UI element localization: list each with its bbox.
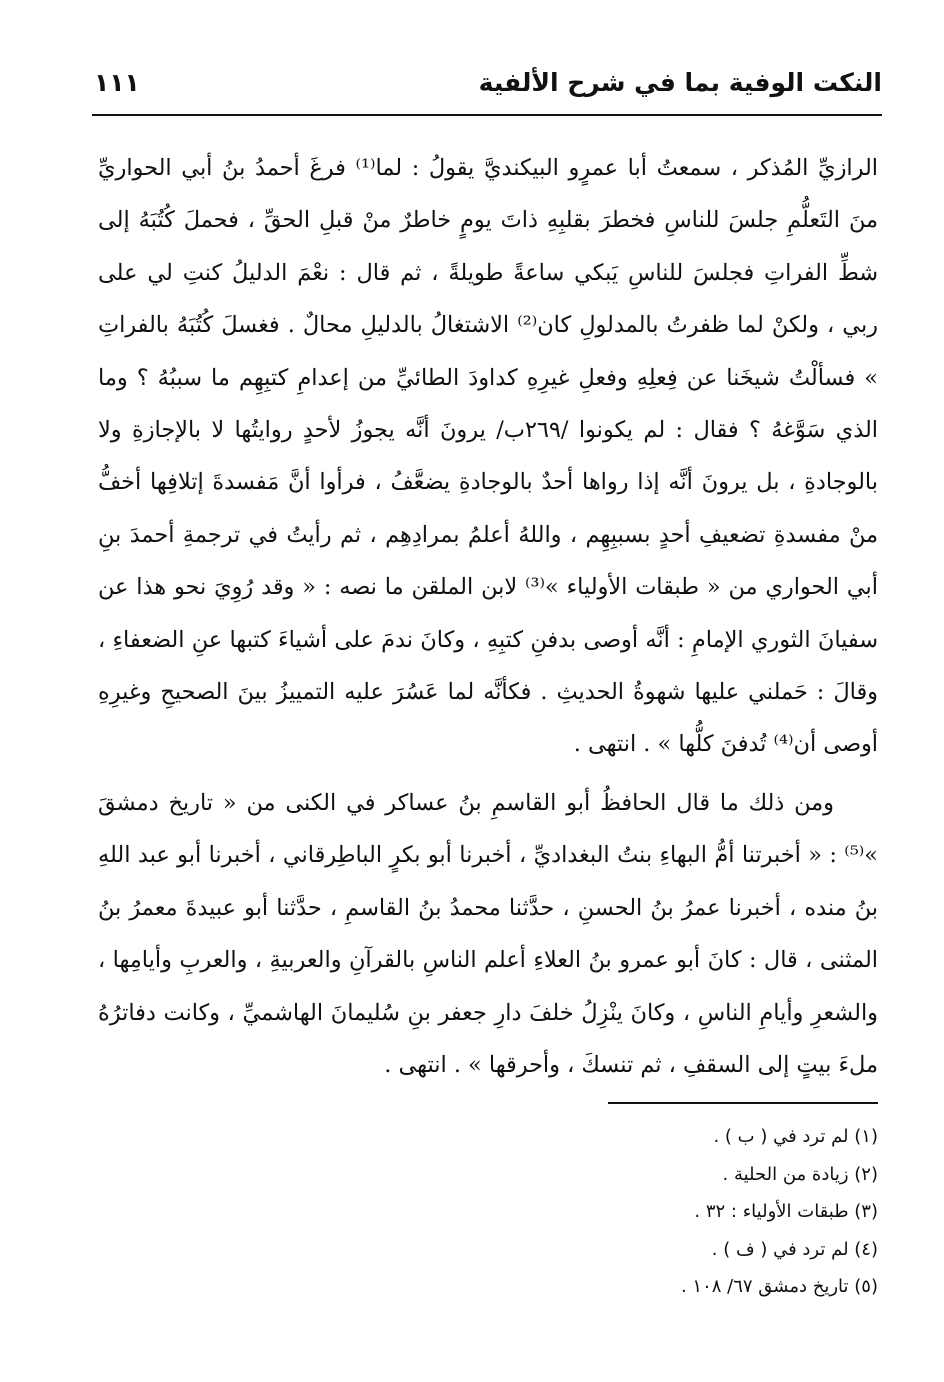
main-text [98,142,878,1091]
footnote: (٣) طبقات الأولياء : ٣٢ . [694,1201,878,1222]
footnotes [98,1118,878,1306]
paragraph: الرازيِّ المُذكر ، سمعتُ أبا عمرٍو البيكنديَّ يقولُ : لما⁽¹⁾ فرغَ أحمدُ بنُ أبي الحواريِّ منَ التَعلُّمِ جلسَ للناسِ فخطرَ بقلبِهِ ذاتَ يومٍ خاطرٌ منْ قبلِ الحقِّ ، فحملَ كُتُبَهُ إلى شطِّ الفراتِ فجلسَ للناسِ يَبكي ساعةً طويلةً ، ثم قال : نعْمَ الدليلُ كنتِ لي على ربي ، ولكنْ لما ظفرتُ بالمدلولِ كان⁽²⁾ الاشتغالُ بالدليلِ محالٌ . فغسلَ كُتُبَهُ بالفراتِ » فسألْتُ شيخَنا عن فِعلِهِ وفعلِ غيرِهِ كداودَ الطائيِّ من إعدامِ كتبِهِم ما سببُهُ ؟ وما الذي سَوَّغهُ ؟ فقال : لم يكونوا /٢٦٩ب/ يرونَ أنَّه يجوزُ لأحدٍ روايتُها لا بالإجازةِ ولا بالوجادةِ ، بل يرونَ أنَّه إذا رواها أحدٌ بالوجادةِ يضعَّفُ ، فرأوا أنَّ مَفسدةَ إتلافِها أخفُّ منْ مفسدةِ تضعيفِ أحدٍ بسببِهِم ، واللهُ أعلمُ بمرادِهِم ، ثم رأيتُ في ترجمةِ أحمدَ بنِ أبي الحواري من « طبقات الأولياء »⁽³⁾ لابن الملقن ما نصه : « وقد رُوِيَ نحو هذا عن سفيانَ الثوري الإمامِ : أنَّه أوصى بدفنِ كتبِهِ ، وكانَ ندمَ على أشياءَ كتبها عنِ الضعفاءِ ، وقالَ : حَملني عليها شهوةُ الحديثِ . فكأنَّه لما عَسُرَ عليه التمييزُ بينَ الصحيحِ وغيرِهِ أوصى أن⁽⁴⁾ تُدفنَ كلُّها » . انتهى . [98,155,879,758]
paragraph: ومن ذلك ما قال الحافظُ أبو القاسمِ بنُ عساكر في الكنى من « تاريخ دمشقَ »⁽⁵⁾ : « أخبرتنا أمُّ البهاءِ بنتُ البغداديِّ ، أخبرنا أبو بكرٍ الباطِرقاني ، أخبرنا أبو عبد اللهِ بنُ منده ، أخبرنا عمرُ بنُ الحسنِ ، حدَّثنا محمدُ بنُ القاسمِ ، حدَّثنا أبو عبيدةَ معمرُ بنُ المثنى ، قال : كانَ أبو عمرو بنُ العلاءِ أعلم الناسِ بالقرآنِ والعربيةِ ، والعربِ وأيامِها ، والشعرِ وأيامِ الناسِ ، وكانَ ينْزِلُ خلفَ دارِ جعفر بنِ سُليمانَ الهاشميِّ ، وكانت دفاترُهُ ملءَ بيتٍ إلى السقفِ ، ثم تنسكَ ، وأحرقها » . انتهى . [98,789,878,1078]
footnote-separator [608,1102,878,1104]
footnote: (٥) تاريخ دمشق ٦٧/ ١٠٨ . [680,1276,878,1297]
footnote: (٢) زيادة من الحلية . [722,1163,878,1185]
footnote: (١) لم ترد في ( ب ) . [713,1126,878,1147]
page-header [92,62,882,116]
running-title: النكت الوفية بما في شرح الألفية [478,68,882,97]
page-number: ١١١ [94,68,140,97]
footnote: (٤) لم ترد في ( ف ) . [711,1238,878,1260]
